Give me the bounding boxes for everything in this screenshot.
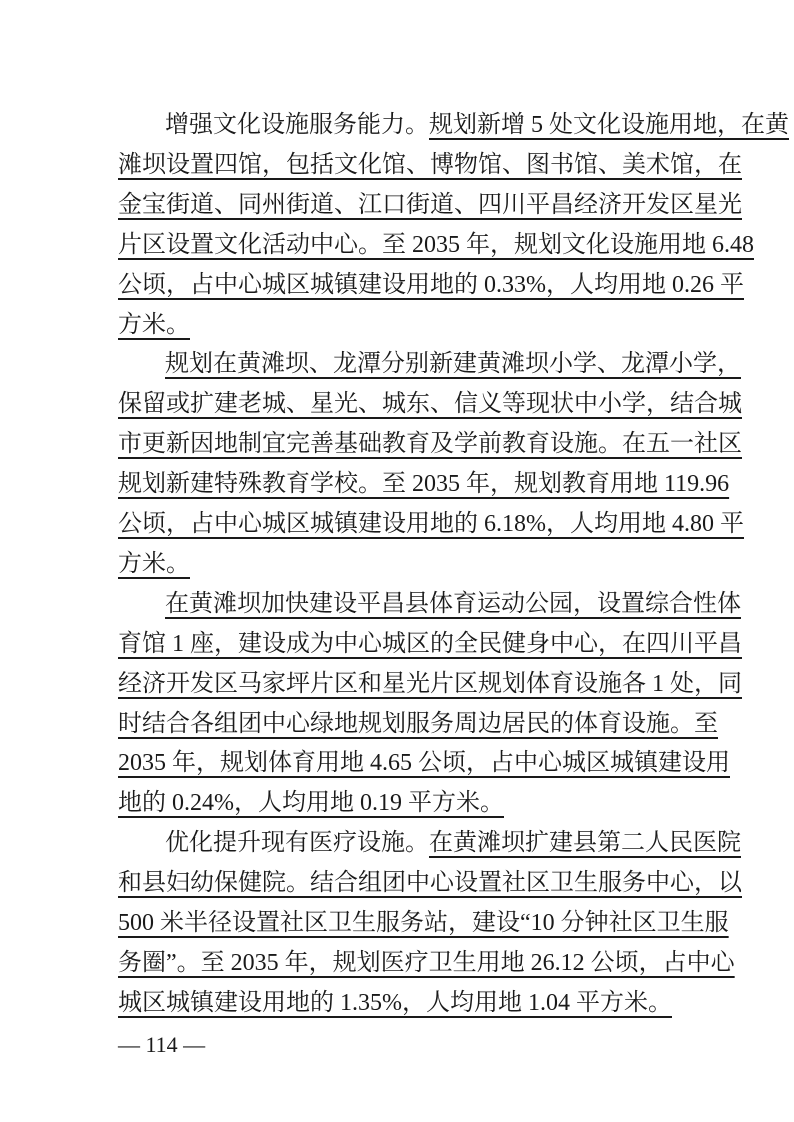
underlined-text: 保留或扩建老城、星光、城东、信义等现状中小学，结合城 <box>118 391 742 418</box>
paragraph-4-line <box>165 826 741 860</box>
paragraph-3-line <box>165 587 741 621</box>
underlined-text: 在黄滩坝加快建设平昌县体育运动公园，设置综合性体 <box>165 590 741 617</box>
underlined-text: 500 米半径设置社区卫生服务站，建设“10 分钟社区卫生服 <box>118 910 729 936</box>
underlined-text: 方米。 <box>118 311 190 338</box>
underlined-text: 规划新增 5 处文化设施用地，在黄 <box>429 112 789 138</box>
underlined-text: 公顷，占中心城区城镇建设用地的 0.33%，人均用地 0.26 平 <box>118 271 744 298</box>
paragraph-1-line <box>118 188 742 222</box>
paragraph-1-line <box>118 228 754 262</box>
underlined-text: 经济开发区马家坪片区和星光片区规划体育设施各 1 处，同 <box>118 670 742 697</box>
paragraph-3-line <box>118 746 730 780</box>
paragraph-2-line <box>118 547 681 581</box>
paragraph-1-line <box>118 308 681 342</box>
paragraph-2-line <box>118 507 744 541</box>
underlined-text: 地的 0.24%，人均用地 0.19 平方米。 <box>118 790 504 817</box>
underlined-text: 育馆 1 座，建设成为中心城区的全民健身中心，在四川平昌 <box>118 630 742 657</box>
underlined-text: 滩坝设置四馆，包括文化馆、博物馆、图书馆、美术馆，在 <box>118 151 742 178</box>
paragraph-4-line <box>118 866 742 900</box>
underlined-text: 时结合各组团中心绿地规划服务周边居民的体育设施。至 <box>118 710 718 737</box>
underlined-text: 金宝街道、同州街道、江口街道、四川平昌经济开发区星光 <box>118 191 742 218</box>
underlined-text: 片区设置文化活动中心。至 2035 年，规划文化设施用地 6.48 <box>118 231 754 258</box>
paragraph-3-line <box>118 707 718 741</box>
paragraph-4-line <box>118 986 681 1020</box>
text: 增强文化设施服务能力。 <box>165 112 429 138</box>
underlined-text: 城区城镇建设用地的 1.35%，人均用地 1.04 平方米。 <box>118 989 672 1016</box>
underlined-text: 规划新建特殊教育学校。至 2035 年，规划教育用地 119.96 <box>118 471 730 498</box>
paragraph-3-line <box>118 627 742 661</box>
underlined-text: 务圈”。至 2035 年，规划医疗卫生用地 26.12 公顷，占中心 <box>118 949 735 976</box>
underlined-text: 规划在黄滩坝、龙潭分别新建黄滩坝小学、龙潭小学， <box>165 351 741 378</box>
text: 优化提升现有医疗设施。 <box>165 830 429 857</box>
paragraph-2-line <box>118 427 742 461</box>
paragraph-4-line <box>118 946 735 980</box>
paragraph-1-line <box>165 108 789 142</box>
underlined-text: 公顷，占中心城区城镇建设用地的 6.18%，人均用地 4.80 平 <box>118 511 744 537</box>
paragraph-1-line <box>118 148 742 182</box>
underlined-text: 方米。 <box>118 550 190 577</box>
underlined-text: 在黄滩坝扩建县第二人民医院 <box>429 830 741 857</box>
underlined-text: 2035 年，规划体育用地 4.65 公顷，占中心城区城镇建设用 <box>118 750 730 777</box>
paragraph-2-line <box>118 467 730 501</box>
paragraph-3-line <box>118 667 742 701</box>
paragraph-4-line <box>118 906 729 940</box>
paragraph-3-line <box>118 786 681 820</box>
paragraph-2-line <box>165 347 741 381</box>
underlined-text: 和县妇幼保健院。结合组团中心设置社区卫生服务中心，以 <box>118 870 742 897</box>
page-number: — 114 — <box>118 1032 206 1057</box>
paragraph-2-line <box>118 387 742 421</box>
underlined-text: 市更新因地制宜完善基础教育及学前教育设施。在五一社区 <box>118 431 742 458</box>
paragraph-1-line <box>118 268 744 302</box>
